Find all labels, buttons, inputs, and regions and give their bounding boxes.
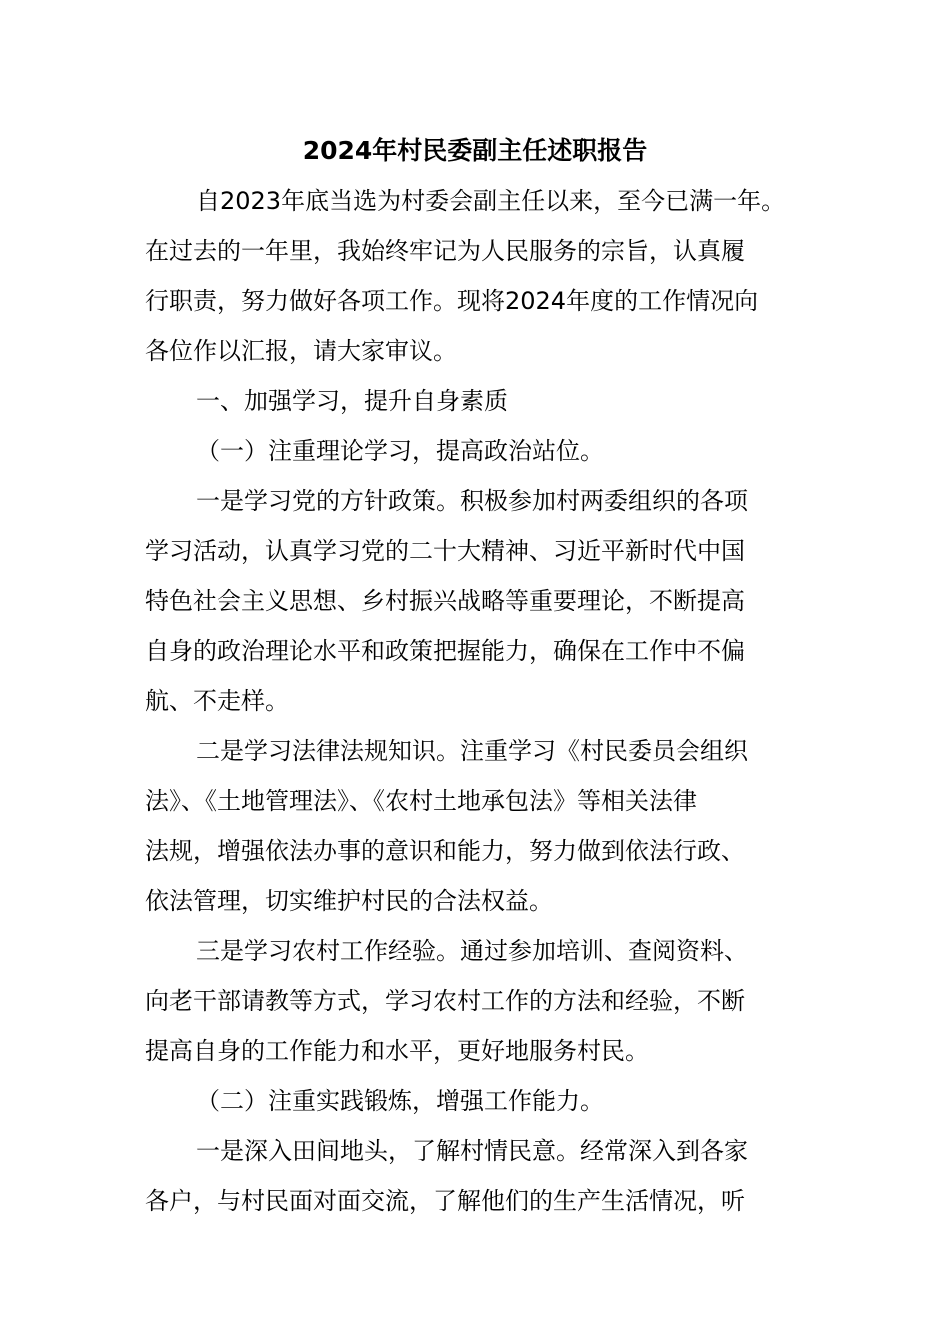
- body-line-11: 法》、《土地管理法》、《农村土地承包法》等相关法律: [145, 787, 697, 815]
- body-line-10: 二是学习法律法规知识。注重学习《村民委员会组织: [196, 737, 748, 765]
- body-line-16: 提高自身的工作能力和水平，更好地服务村民。: [145, 1037, 649, 1065]
- body-line-6: 学习活动，认真学习党的二十大精神、习近平新时代中国: [145, 537, 745, 565]
- body-line-13: 依法管理，切实维护村民的合法权益。: [145, 887, 553, 915]
- body-line-4: 各位作以汇报，请大家审议。: [145, 337, 457, 365]
- body-line-1: 自2023年底当选为村委会副主任以来，至今已满一年。: [196, 187, 786, 215]
- body-line-5: 一是学习党的方针政策。积极参加村两委组织的各项: [196, 487, 748, 515]
- body-line-7: 特色社会主义思想、乡村振兴战略等重要理论，不断提高: [145, 587, 745, 615]
- subsection-heading-1: （一）注重理论学习，提高政治站位。: [196, 437, 604, 465]
- body-line-14: 三是学习农村工作经验。通过参加培训、查阅资料、: [196, 937, 748, 965]
- body-line-3: 行职责，努力做好各项工作。现将2024年度的工作情况向: [145, 287, 759, 315]
- document-title: 2024年村民委副主任述职报告: [302, 136, 648, 165]
- subsection-heading-2: （二）注重实践锻炼，增强工作能力。: [196, 1087, 604, 1115]
- body-line-15: 向老干部请教等方式，学习农村工作的方法和经验，不断: [145, 987, 745, 1015]
- body-line-12: 法规，增强依法办事的意识和能力，努力做到依法行政、: [145, 837, 745, 865]
- body-line-8: 自身的政治理论水平和政策把握能力，确保在工作中不偏: [145, 637, 745, 665]
- section-heading-1: 一、加强学习，提升自身素质: [196, 387, 508, 415]
- body-line-18: 各户，与村民面对面交流，了解他们的生产生活情况，听: [145, 1187, 745, 1215]
- body-line-2: 在过去的一年里，我始终牢记为人民服务的宗旨，认真履: [145, 237, 745, 265]
- body-line-17: 一是深入田间地头，了解村情民意。经常深入到各家: [196, 1137, 748, 1165]
- body-line-9: 航、不走样。: [145, 687, 289, 715]
